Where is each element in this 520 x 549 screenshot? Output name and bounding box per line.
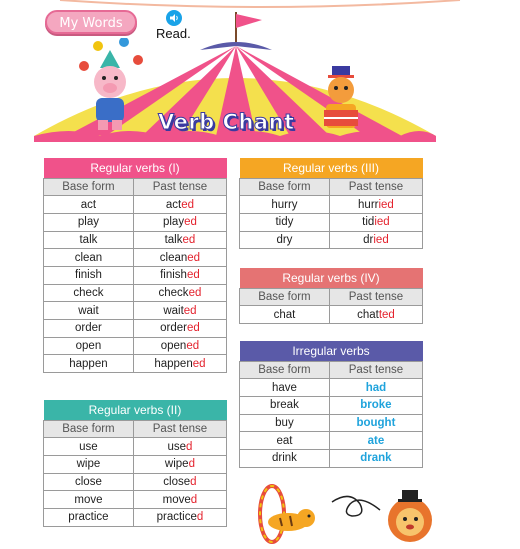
table-row — [240, 231, 423, 249]
table-row — [44, 231, 227, 249]
past-tense-suffix: ed — [183, 304, 197, 317]
speaker-icon — [169, 13, 179, 23]
table-row — [44, 508, 227, 526]
past-tense-stem: finish — [160, 269, 187, 282]
past-tense-stem: talk — [164, 233, 183, 246]
past-tense-suffix: ed — [184, 216, 197, 229]
top-border-arc — [0, 0, 520, 8]
past-tense-suffix: ied — [378, 198, 394, 211]
column-header-past: Past tense — [133, 178, 226, 196]
past-tense-suffix: d — [190, 493, 198, 506]
past-tense-cell — [133, 196, 226, 214]
past-tense-stem: clean — [159, 251, 188, 264]
past-tense-stem: check — [158, 286, 189, 299]
read-instruction: Read. — [156, 26, 191, 41]
table-row — [240, 196, 423, 214]
irregular-verbs-table — [239, 341, 423, 468]
past-tense-cell — [133, 302, 226, 320]
past-tense-stem: practice — [156, 511, 197, 524]
table-row — [44, 302, 227, 320]
column-header-past: Past tense — [329, 361, 422, 379]
table-row — [44, 249, 227, 267]
column-header-past: Past tense — [329, 178, 422, 196]
past-tense-cell: ate — [329, 432, 422, 450]
past-tense-stem: play — [162, 216, 185, 229]
table-title: Regular verbs (I) — [44, 158, 227, 178]
table-row — [240, 213, 423, 231]
base-form-cell: practice — [44, 508, 134, 526]
base-form-cell: have — [240, 379, 330, 397]
base-form-cell: buy — [240, 414, 330, 432]
regular-verbs-2-table — [43, 400, 227, 527]
base-form-cell: close — [44, 473, 134, 491]
table-title: Regular verbs (III) — [240, 158, 423, 178]
regular-verbs-3-table — [239, 158, 423, 249]
past-tense-stem: order — [160, 322, 187, 335]
past-tense-stem: happen — [154, 357, 193, 370]
past-tense-suffix: ed — [188, 286, 202, 299]
past-tense-cell — [133, 213, 226, 231]
past-tense-cell — [133, 491, 226, 509]
past-tense-cell: had — [329, 379, 422, 397]
tiger-hoop-illustration — [242, 482, 322, 544]
regular-verbs-1-table — [43, 158, 227, 373]
past-tense-cell: drank — [329, 449, 422, 467]
table-row — [44, 266, 227, 284]
table-title: Regular verbs (II) — [44, 400, 227, 420]
past-tense-suffix: d — [186, 440, 193, 453]
base-form-cell: drink — [240, 449, 330, 467]
past-tense-suffix: ied — [373, 233, 389, 246]
past-tense-suffix: ted — [378, 308, 395, 321]
past-tense-stem: move — [162, 493, 191, 506]
past-tense-cell — [133, 438, 226, 456]
base-form-cell: finish — [44, 266, 134, 284]
past-tense-cell — [133, 249, 226, 267]
column-header-past: Past tense — [329, 288, 422, 306]
base-form-cell: wipe — [44, 455, 134, 473]
base-form-cell: chat — [240, 306, 330, 324]
base-form-cell: wait — [44, 302, 134, 320]
regular-verbs-4-table — [239, 268, 423, 324]
column-header-past: Past tense — [133, 420, 226, 438]
past-tense-cell — [133, 266, 226, 284]
past-tense-stem: act — [165, 198, 182, 211]
past-tense-suffix: ed — [181, 198, 194, 211]
table-row — [44, 455, 227, 473]
table-row — [44, 213, 227, 231]
past-tense-stem: close — [163, 475, 191, 488]
past-tense-suffix: d — [190, 475, 197, 488]
past-tense-suffix: ied — [374, 216, 390, 229]
base-form-cell: use — [44, 438, 134, 456]
base-form-cell: hurry — [240, 196, 330, 214]
table-title: Regular verbs (IV) — [240, 268, 423, 288]
past-tense-suffix: ed — [182, 233, 196, 246]
table-row — [240, 306, 423, 324]
base-form-cell: clean — [44, 249, 134, 267]
table-row — [44, 337, 227, 355]
past-tense-cell — [329, 306, 422, 324]
past-tense-stem: dr — [363, 233, 374, 246]
past-tense-stem: wait — [163, 304, 184, 317]
table-title: Irregular verbs — [240, 341, 423, 361]
table-row — [44, 355, 227, 373]
column-header-base: Base form — [44, 178, 134, 196]
table-row — [240, 449, 423, 467]
column-header-base: Base form — [240, 361, 330, 379]
past-tense-cell: broke — [329, 396, 422, 414]
base-form-cell: dry — [240, 231, 330, 249]
past-tense-suffix: d — [188, 458, 195, 471]
base-form-cell: act — [44, 196, 134, 214]
past-tense-suffix: ed — [192, 357, 206, 370]
past-tense-cell — [133, 355, 226, 373]
table-row — [44, 438, 227, 456]
base-form-cell: move — [44, 491, 134, 509]
past-tense-cell — [133, 508, 226, 526]
past-tense-cell — [329, 196, 422, 214]
past-tense-cell — [133, 473, 226, 491]
past-tense-stem: chat — [357, 308, 379, 321]
base-form-cell: tidy — [240, 213, 330, 231]
base-form-cell: talk — [44, 231, 134, 249]
past-tense-suffix: ed — [186, 269, 200, 282]
past-tense-stem: open — [160, 340, 187, 353]
my-words-button[interactable]: My Words — [45, 10, 137, 34]
lion-tamer-illustration — [330, 486, 440, 546]
table-row — [44, 473, 227, 491]
table-row — [240, 432, 423, 450]
column-header-base: Base form — [44, 420, 134, 438]
base-form-cell: check — [44, 284, 134, 302]
base-form-cell: open — [44, 337, 134, 355]
past-tense-cell — [133, 231, 226, 249]
base-form-cell: order — [44, 320, 134, 338]
table-row — [44, 196, 227, 214]
past-tense-stem: use — [167, 440, 186, 453]
past-tense-stem: wipe — [164, 458, 189, 471]
past-tense-cell: bought — [329, 414, 422, 432]
table-row — [44, 284, 227, 302]
past-tense-suffix: ed — [187, 251, 201, 264]
table-row — [240, 414, 423, 432]
past-tense-stem: hurr — [358, 198, 379, 211]
base-form-cell: play — [44, 213, 134, 231]
speaker-button[interactable] — [166, 10, 182, 26]
past-tense-suffix: ed — [186, 340, 200, 353]
page-title: Verb Chant — [158, 110, 295, 134]
past-tense-stem: tid — [362, 216, 375, 229]
base-form-cell: happen — [44, 355, 134, 373]
table-row — [44, 320, 227, 338]
past-tense-cell — [133, 320, 226, 338]
base-form-cell: break — [240, 396, 330, 414]
base-form-cell: eat — [240, 432, 330, 450]
column-header-base: Base form — [240, 178, 330, 196]
past-tense-suffix: d — [196, 511, 204, 524]
past-tense-cell — [133, 337, 226, 355]
table-row — [240, 396, 423, 414]
column-header-base: Base form — [240, 288, 330, 306]
past-tense-cell — [133, 284, 226, 302]
past-tense-cell — [329, 231, 422, 249]
table-row — [240, 379, 423, 397]
table-row — [44, 491, 227, 509]
past-tense-suffix: ed — [186, 322, 200, 335]
past-tense-cell — [133, 455, 226, 473]
fox-drummer-illustration — [318, 66, 366, 136]
past-tense-cell — [329, 213, 422, 231]
pig-juggler-illustration — [76, 38, 148, 134]
